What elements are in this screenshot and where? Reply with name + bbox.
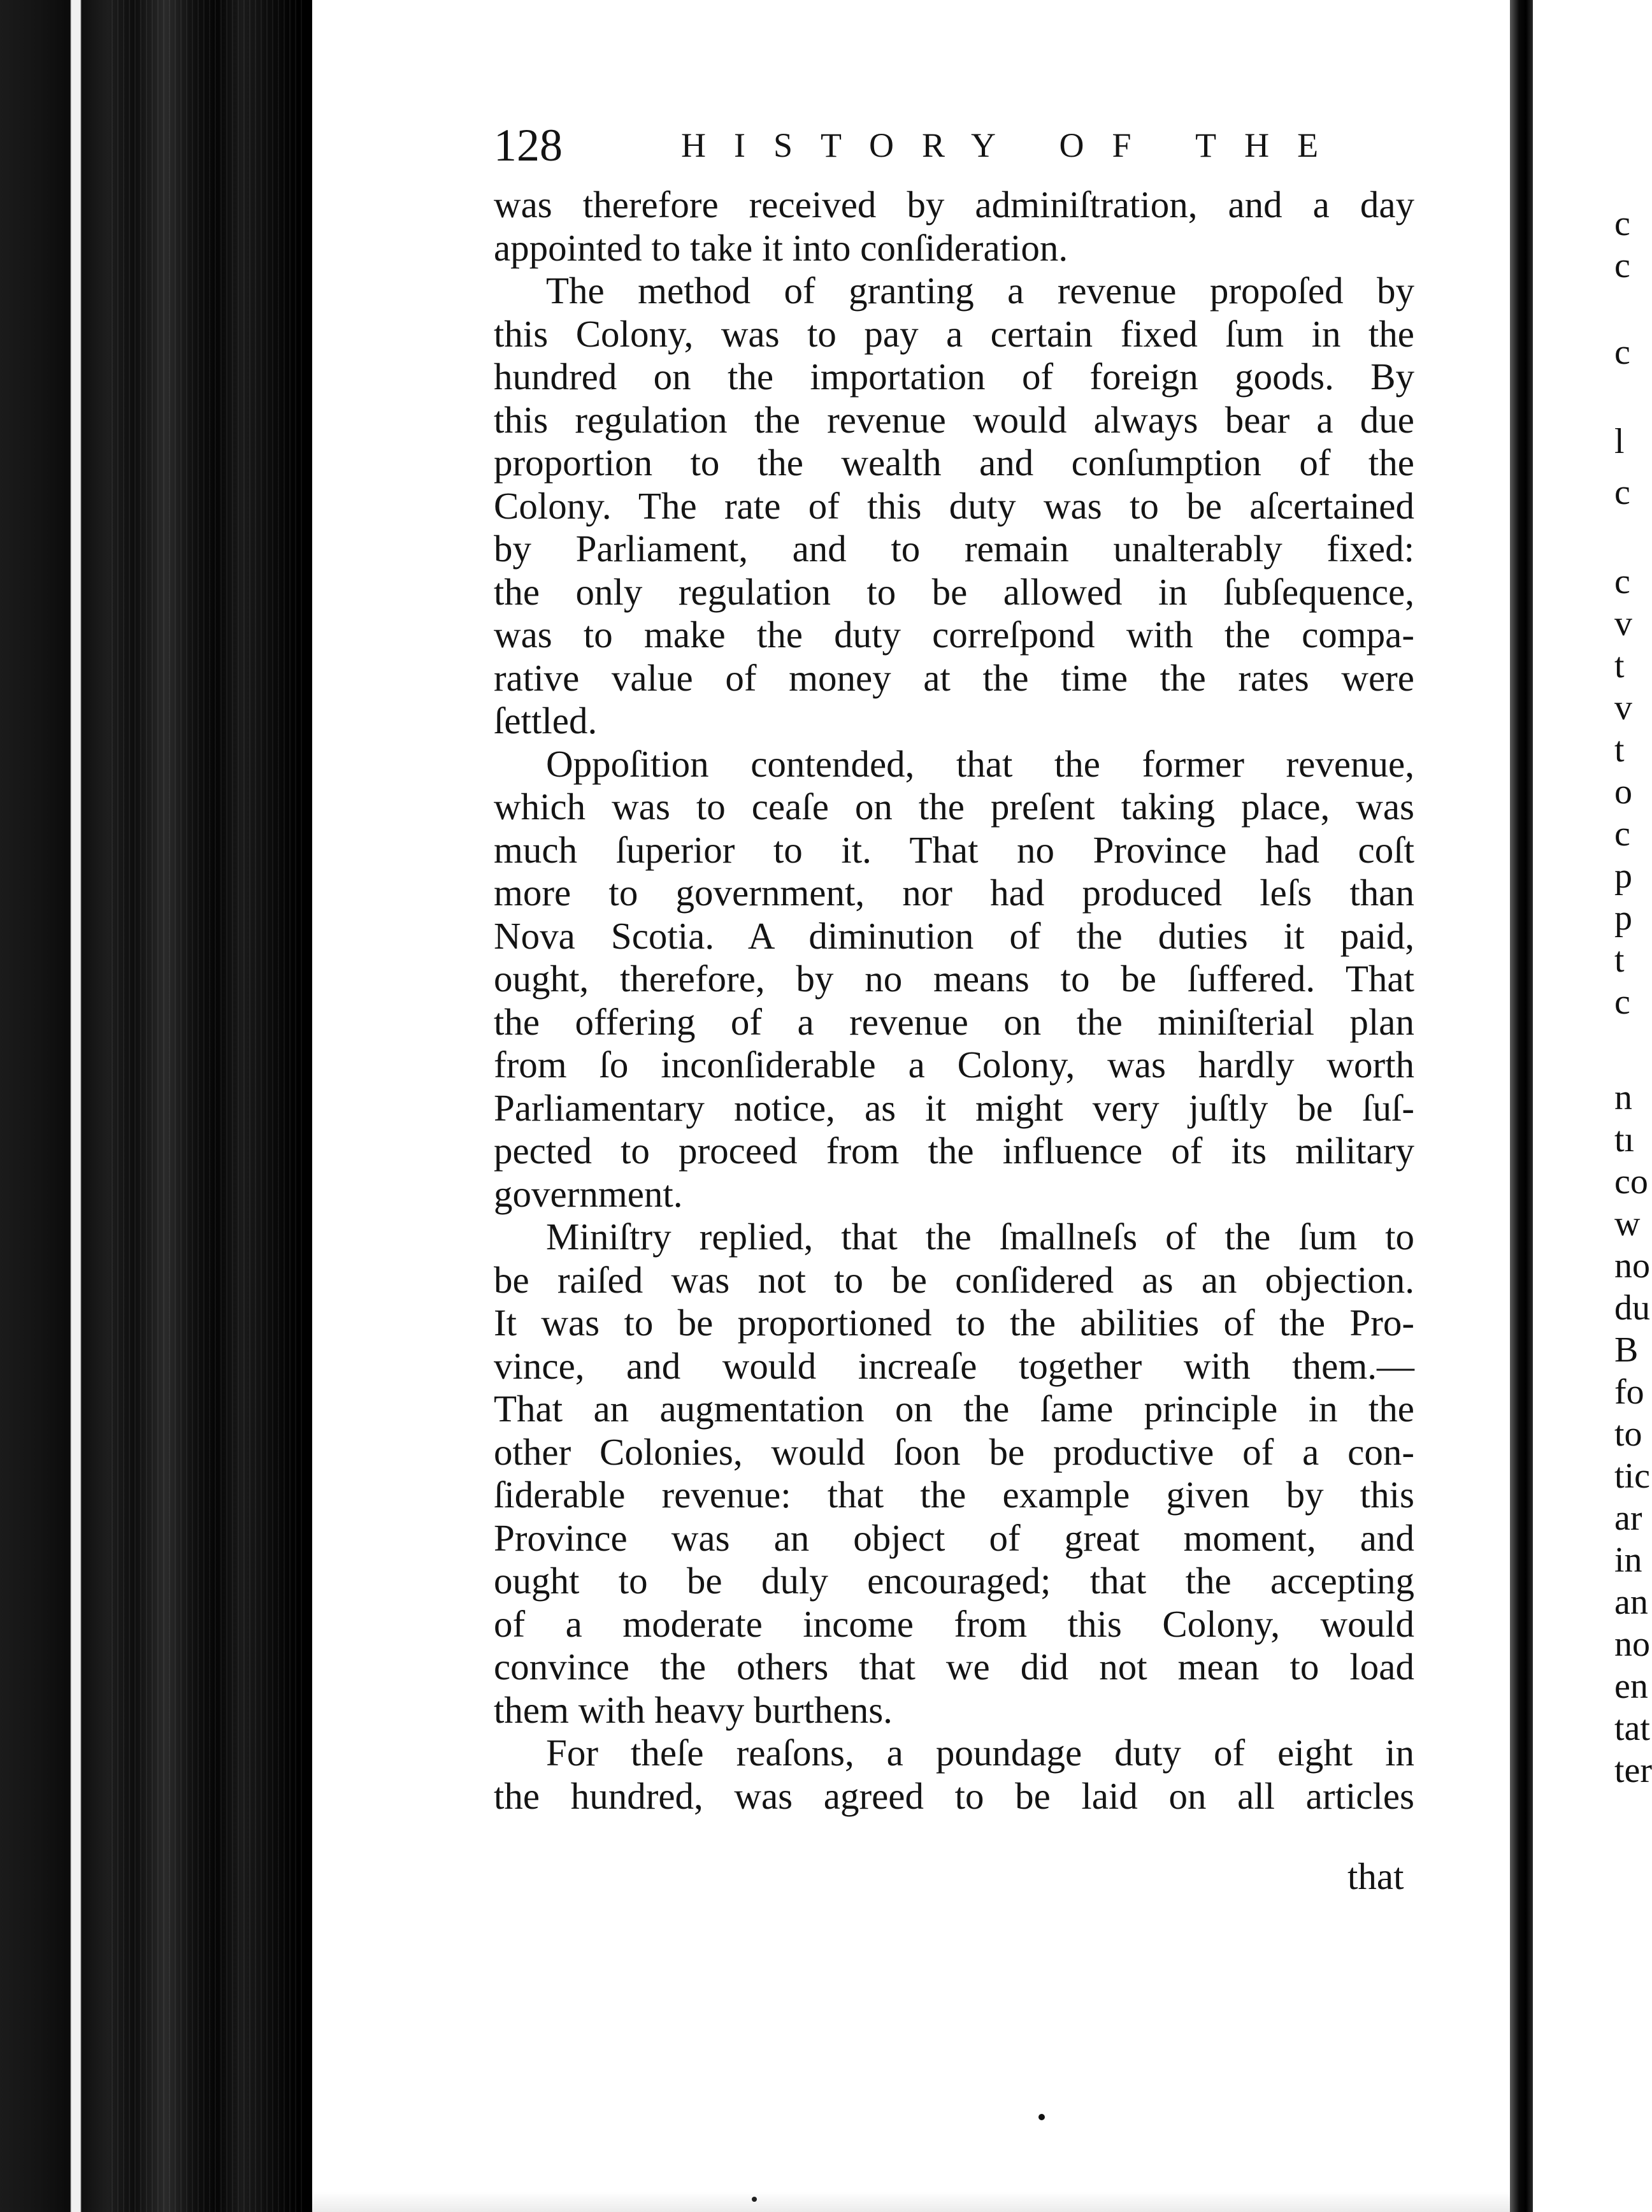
adjacent-page-fragment: v bbox=[1614, 604, 1632, 643]
text-line: rative value of money at the time the rates were bbox=[494, 656, 1414, 699]
adjacent-page-fragment: p bbox=[1614, 898, 1632, 938]
adjacent-page-fragment: tic bbox=[1614, 1456, 1650, 1496]
adjacent-page-fragment: to bbox=[1614, 1414, 1642, 1454]
body-text bbox=[494, 183, 1414, 1818]
text-line: That an augmentation on the ſame principle in the bbox=[494, 1388, 1414, 1430]
adjacent-page-fragment: v bbox=[1614, 688, 1632, 728]
adjacent-page-fragment: an bbox=[1614, 1583, 1648, 1622]
text-line: The method of granting a revenue propoſed by bbox=[546, 269, 1414, 312]
adjacent-page-fragment: c bbox=[1614, 204, 1630, 243]
running-title: HISTORY OF THE bbox=[681, 126, 1347, 164]
adjacent-page-fragment: in bbox=[1614, 1540, 1642, 1580]
text-line: this Colony, was to pay a certain fixed ſum in the bbox=[494, 312, 1414, 355]
text-line: Oppoſition contended, that the former revenue, bbox=[546, 742, 1414, 785]
page-edge-texture bbox=[111, 0, 303, 2212]
adjacent-page-fragment: c bbox=[1614, 333, 1630, 372]
text-line: ought, therefore, by no means to be ſuffered. That bbox=[494, 958, 1414, 1000]
adjacent-page-fragment: p bbox=[1614, 856, 1632, 896]
adjacent-page-fragment: fo bbox=[1614, 1372, 1644, 1412]
text-line: Nova Scotia. A diminution of the duties it paid, bbox=[494, 914, 1414, 957]
text-line: them with heavy burthens. bbox=[494, 1688, 893, 1731]
adjacent-page-fragment: ter bbox=[1614, 1751, 1652, 1790]
text-line: much ſuperior to it. That no Province had coſt bbox=[494, 828, 1414, 871]
text-line: this regulation the revenue would always bear a due bbox=[494, 398, 1414, 441]
page-gutter bbox=[1510, 0, 1533, 2212]
text-line: Parliamentary notice, as it might very juſtly be ſuſ- bbox=[494, 1086, 1414, 1129]
adjacent-page-fragment: en bbox=[1614, 1667, 1648, 1706]
adjacent-page-fragment: no bbox=[1614, 1625, 1650, 1664]
adjacent-page-fragment: c bbox=[1614, 814, 1630, 854]
text-line: ought to be duly encouraged; that the accepting bbox=[494, 1560, 1414, 1602]
adjacent-page-fragment: l bbox=[1614, 422, 1625, 461]
text-line: ſettled. bbox=[494, 700, 598, 742]
adjacent-page-fragment: o bbox=[1614, 772, 1632, 812]
text-line: the only regulation to be allowed in ſubſequence, bbox=[494, 570, 1414, 613]
adjacent-page-fragment: c bbox=[1614, 473, 1630, 512]
catchword: that bbox=[1347, 1855, 1404, 1897]
text-line: convince the others that we did not mean to load bbox=[494, 1646, 1414, 1688]
text-line: the hundred, was agreed to be laid on all articles bbox=[494, 1774, 1414, 1817]
adjacent-page-fragment: c bbox=[1614, 246, 1630, 285]
text-line: was to make the duty correſpond with the compa- bbox=[494, 614, 1414, 656]
adjacent-page-fragment: t bbox=[1614, 730, 1625, 770]
text-line: Miniſtry replied, that the ſmallneſs of the ſum to bbox=[546, 1216, 1414, 1258]
running-head bbox=[494, 120, 1347, 171]
adjacent-page-strip bbox=[1533, 0, 1652, 2212]
text-line: was therefore received by adminiſtration, and a day bbox=[494, 183, 1414, 226]
text-line: which was to ceaſe on the preſent taking place, was bbox=[494, 786, 1414, 828]
adjacent-page-fragment: t bbox=[1614, 646, 1625, 686]
text-line: other Colonies, would ſoon be productive of a con- bbox=[494, 1430, 1414, 1473]
text-line: of a moderate income from this Colony, would bbox=[494, 1602, 1414, 1645]
text-line: from ſo inconſiderable a Colony, was hardly worth bbox=[494, 1044, 1414, 1086]
text-line: Province was an object of great moment, and bbox=[494, 1516, 1414, 1559]
text-line: be raiſed was not to be conſidered as an objection. bbox=[494, 1258, 1414, 1301]
adjacent-page-fragment: t bbox=[1614, 940, 1625, 980]
text-line: pected to proceed from the influence of its military bbox=[494, 1130, 1414, 1172]
text-line: Colony. The rate of this duty was to be aſcertained bbox=[494, 484, 1414, 527]
text-line: government. bbox=[494, 1172, 683, 1215]
text-line: ſiderable revenue: that the example given by this bbox=[494, 1474, 1414, 1516]
adjacent-page-fragment: c bbox=[1614, 562, 1630, 601]
adjacent-page-fragment: tı bbox=[1614, 1120, 1635, 1160]
text-line: the offering of a revenue on the miniſterial plan bbox=[494, 1000, 1414, 1043]
text-line: by Parliament, and to remain unalterably fixed: bbox=[494, 528, 1414, 570]
text-line: proportion to the wealth and conſumption of the bbox=[494, 442, 1414, 484]
page-number: 128 bbox=[494, 120, 563, 171]
text-line: more to government, nor had produced leſs than bbox=[494, 872, 1414, 914]
text-line: hundred on the importation of foreign goods. By bbox=[494, 356, 1414, 398]
adjacent-page-fragment: co bbox=[1614, 1162, 1648, 1202]
adjacent-page-fragment: tat bbox=[1614, 1709, 1650, 1748]
text-line: For theſe reaſons, a poundage duty of eight in bbox=[546, 1732, 1414, 1774]
adjacent-page-fragment: w bbox=[1614, 1204, 1641, 1244]
adjacent-page-fragment: n bbox=[1614, 1078, 1632, 1117]
adjacent-page-fragment: B bbox=[1614, 1330, 1639, 1370]
text-line: vince, and would increaſe together with them.— bbox=[494, 1344, 1414, 1387]
adjacent-page-fragment: du bbox=[1614, 1288, 1650, 1328]
text-line: It was to be proportioned to the abilities of the Pro- bbox=[494, 1302, 1414, 1344]
ink-speck bbox=[1038, 2114, 1045, 2120]
adjacent-page-fragment: ar bbox=[1614, 1498, 1642, 1538]
adjacent-page-fragment: c bbox=[1614, 982, 1630, 1022]
text-line: appointed to take it into conſideration. bbox=[494, 226, 1068, 269]
adjacent-page-fragment: no bbox=[1614, 1246, 1650, 1286]
page-bottom-shadow bbox=[312, 2192, 1510, 2212]
